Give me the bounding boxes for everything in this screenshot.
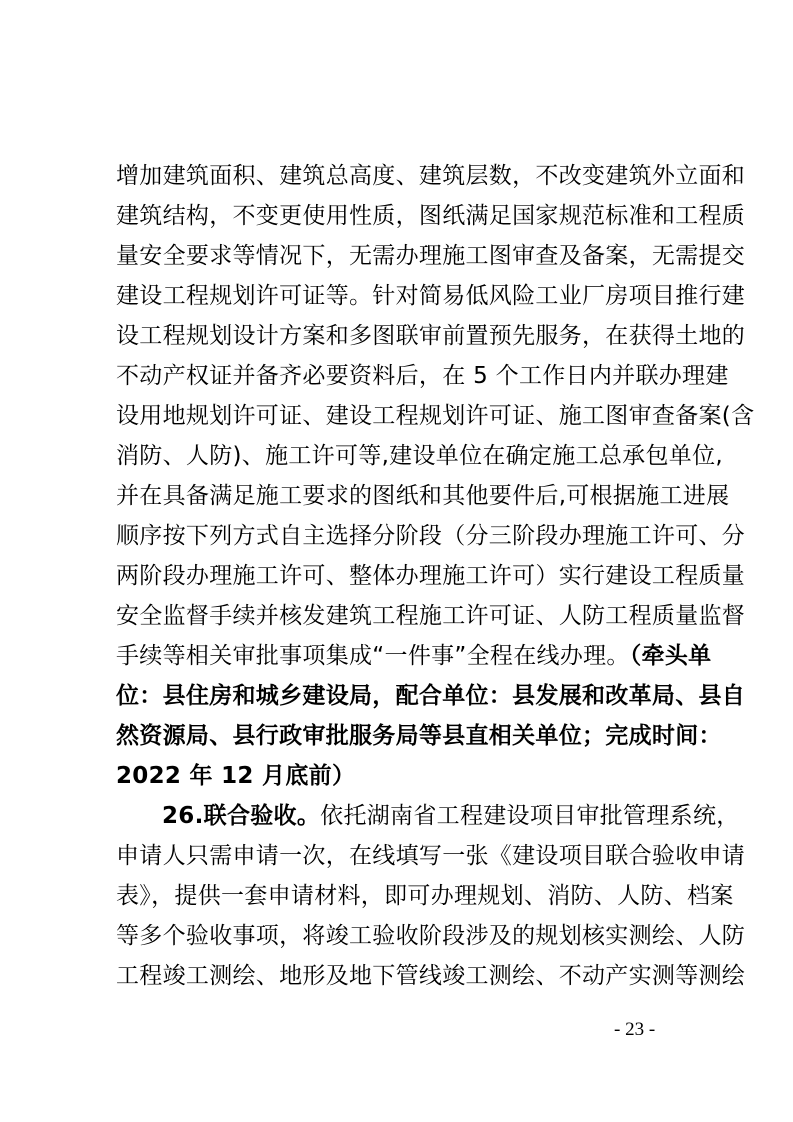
page-number: - 23 - xyxy=(614,1019,656,1040)
paragraph-line: 表》，提供一套申请材料，即可办理规划、消防、人防、档案 xyxy=(116,883,734,909)
lead-unit-note-line: 位：县住房和城乡建设局，配合单位：县发展和改革局、县自 xyxy=(116,683,746,709)
paragraph-line: 消防、人防)、施工许可等,建设单位在确定施工总承包单位, xyxy=(116,443,723,469)
paragraph-line: 工程竣工测绘、地形及地下管线竣工测绘、不动产实测等测绘 xyxy=(116,963,746,989)
paragraph-line: 并在具备满足施工要求的图纸和其他要件后,可根据施工进展 xyxy=(116,483,730,509)
deadline-note-line: 2022 年 12 月底前） xyxy=(116,763,356,789)
paragraph-line: 量安全要求等情况下，无需办理施工图审查及备案，无需提交 xyxy=(116,243,746,269)
paragraph-line: 两阶段办理施工许可、整体办理施工许可）实行建设工程质量 xyxy=(116,563,746,589)
paragraph-line xyxy=(116,642,712,670)
line-normal-text: 手续等相关审批事项集成“一件事”全程在线办理。 xyxy=(116,643,630,669)
lead-unit-note-line: 然资源局、县行政审批服务局等县直相关单位；完成时间： xyxy=(116,723,722,749)
paragraph-line: 申请人只需申请一次，在线填写一张《建设项目联合验收申请 xyxy=(116,843,746,869)
paragraph-line: 设用地规划许可证、建设工程规划许可证、施工图审查备案(含 xyxy=(116,403,755,429)
line-normal-text: 依托湖南省工程建设项目审批管理系统， xyxy=(320,803,740,829)
paragraph-line: 不动产权证并备齐必要资料后，在 5 个工作日内并联办理建 xyxy=(116,363,729,389)
section-heading-line xyxy=(162,802,740,830)
paragraph-line: 建筑结构，不变更使用性质，图纸满足国家规范标准和工程质 xyxy=(116,203,746,229)
paragraph-line: 建设工程规划许可证等。针对简易低风险工业厂房项目推行建 xyxy=(116,283,746,309)
paragraph-line: 等多个验收事项，将竣工验收阶段涉及的规划核实测绘、人防 xyxy=(116,923,746,949)
paragraph-line: 增加建筑面积、建筑总高度、建筑层数，不改变建筑外立面和 xyxy=(116,163,746,189)
paragraph-line: 设工程规划设计方案和多图联审前置预先服务，在获得土地的 xyxy=(116,323,746,349)
paragraph-line: 安全监督手续并核发建筑工程施工许可证、人防工程质量监督 xyxy=(116,603,746,629)
paragraph-line: 顺序按下列方式自主选择分阶段（分三阶段办理施工许可、分 xyxy=(116,523,746,549)
lead-unit-note: （牵头单 xyxy=(629,643,712,669)
section-heading: 26.联合验收。 xyxy=(162,803,321,829)
